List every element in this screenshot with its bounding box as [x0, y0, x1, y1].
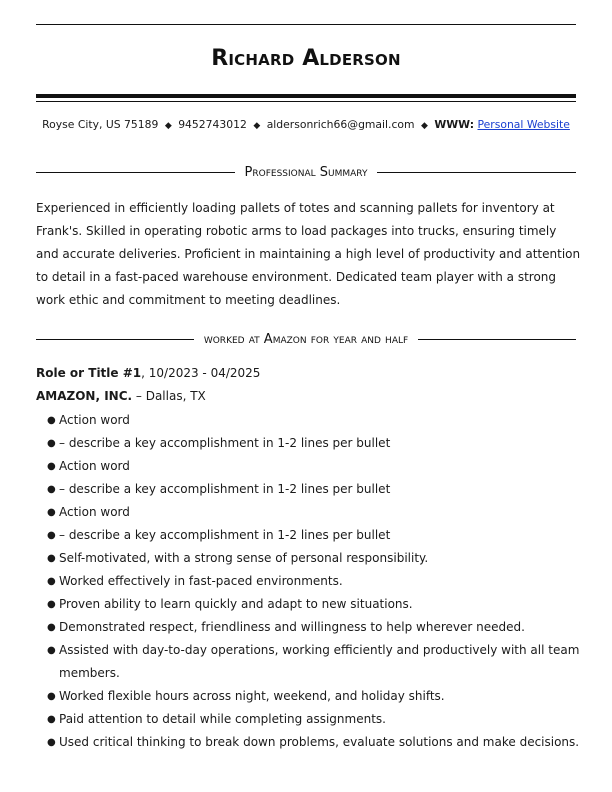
- diamond-separator-icon: ◆: [164, 121, 172, 131]
- list-item-text: Action word: [59, 459, 130, 473]
- section-divider-right: [377, 172, 576, 173]
- company-line: [36, 389, 206, 403]
- company-location: – Dallas, TX: [132, 389, 206, 403]
- list-item: [36, 570, 581, 593]
- www-label: WWW:: [434, 118, 475, 131]
- bullet-icon: ●: [47, 622, 56, 633]
- list-item: [36, 455, 581, 478]
- job-title-line: [36, 366, 260, 380]
- summary-text: Experienced in efficiently loading pallets of totes and scanning pallets for inventory at Frank's. Skilled in operating robotic arms to load packages into trucks, ensuring timely and accurate deliveries. Proficient in maintaining a high level of productivity and attention to detail in a fast-paced warehouse environment. Dedicated team player with a strong work ethic and commitment to meeting deadlines.: [36, 201, 581, 307]
- contact-phone: 9452743012: [178, 118, 247, 131]
- experience-section-header: [36, 331, 576, 347]
- diamond-separator-icon: ◆: [420, 121, 428, 131]
- list-item-text: – describe a key accomplishment in 1-2 lines per bullet: [59, 482, 391, 496]
- list-item-text: – describe a key accomplishment in 1-2 lines per bullet: [59, 528, 391, 542]
- list-item-text: Demonstrated respect, friendliness and willingness to help wherever needed.: [59, 620, 525, 634]
- personal-website-link[interactable]: Personal Website: [477, 118, 570, 131]
- contact-email: aldersonrich66@gmail.com: [266, 118, 415, 131]
- diamond-separator-icon: ◆: [253, 121, 261, 131]
- section-divider-right: [418, 339, 576, 340]
- top-divider: [36, 24, 576, 25]
- section-divider-left: [36, 172, 235, 173]
- list-item: [36, 708, 581, 731]
- bullet-icon: ●: [47, 553, 56, 564]
- list-item: [36, 639, 581, 685]
- bullet-icon: ●: [47, 645, 56, 656]
- company-name: AMAZON, INC.: [36, 389, 133, 403]
- bullet-icon: ●: [47, 484, 56, 495]
- bullet-icon: ●: [47, 507, 56, 518]
- contact-location: Royse City, US 75189: [42, 118, 159, 131]
- list-item: [36, 731, 581, 754]
- bullet-icon: ●: [47, 737, 56, 748]
- job-dates: , 10/2023 - 04/2025: [141, 366, 261, 380]
- accomplishment-list: [36, 409, 581, 754]
- bullet-icon: ●: [47, 530, 56, 541]
- list-item: [36, 432, 581, 455]
- experience-heading: worked at Amazon for year and half: [203, 331, 409, 347]
- list-item-text: Self-motivated, with a strong sense of personal responsibility.: [59, 551, 429, 565]
- header-thick-divider: [36, 94, 576, 98]
- list-item: [36, 501, 581, 524]
- bullet-icon: ●: [47, 461, 56, 472]
- list-item-text: Used critical thinking to break down problems, evaluate solutions and make decisions.: [59, 735, 580, 749]
- list-item-text: Worked flexible hours across night, weekend, and holiday shifts.: [59, 689, 445, 703]
- bullet-icon: ●: [47, 415, 56, 426]
- summary-heading: Professional Summary: [244, 164, 368, 180]
- summary-section-header: [36, 164, 576, 180]
- contact-line: [36, 118, 576, 131]
- section-divider-left: [36, 339, 194, 340]
- list-item-text: Paid attention to detail while completing assignments.: [59, 712, 386, 726]
- list-item-text: – describe a key accomplishment in 1-2 lines per bullet: [59, 436, 391, 450]
- list-item-text: Worked effectively in fast-paced environments.: [59, 574, 343, 588]
- list-item: [36, 547, 581, 570]
- list-item: [36, 616, 581, 639]
- list-item: [36, 478, 581, 501]
- list-item: [36, 409, 581, 432]
- list-item: [36, 593, 581, 616]
- job-role: Role or Title #1: [36, 366, 142, 380]
- bullet-icon: ●: [47, 691, 56, 702]
- list-item-text: Assisted with day-to-day operations, working efficiently and productively with all team members.: [59, 643, 580, 680]
- list-item-text: Action word: [59, 505, 130, 519]
- bullet-icon: ●: [47, 714, 56, 725]
- list-item-text: Proven ability to learn quickly and adapt to new situations.: [59, 597, 413, 611]
- header-thin-divider: [36, 101, 576, 102]
- list-item-text: Action word: [59, 413, 130, 427]
- candidate-name: Richard Alderson: [211, 46, 401, 71]
- bullet-icon: ●: [47, 599, 56, 610]
- list-item: [36, 685, 581, 708]
- list-item: [36, 524, 581, 547]
- bullet-icon: ●: [47, 576, 56, 587]
- bullet-icon: ●: [47, 438, 56, 449]
